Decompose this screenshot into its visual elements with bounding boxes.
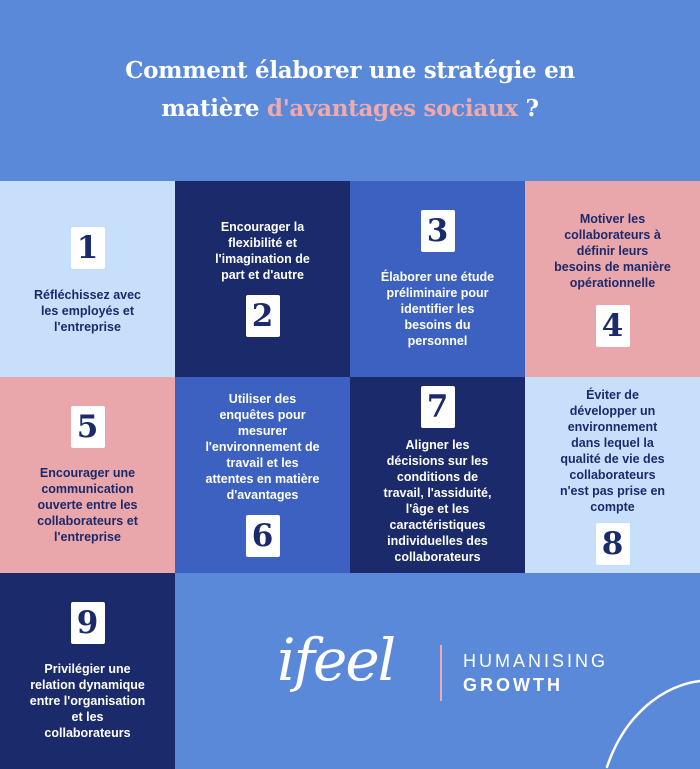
text-line: les employés et	[40, 304, 135, 318]
text-line: besoins du	[404, 318, 471, 332]
title-line-2-end: ?	[517, 95, 539, 122]
text-line: travail, l'assiduité,	[383, 486, 492, 500]
text-line: collaborateurs et	[37, 514, 138, 528]
steps-grid	[0, 181, 700, 769]
step-card-2	[175, 181, 350, 377]
step-card-4	[525, 181, 700, 377]
step-card-6	[175, 377, 350, 573]
text-line: caractéristiques	[389, 518, 486, 532]
text-line: définir leurs	[576, 244, 649, 258]
logo-divider	[440, 645, 442, 701]
step-number-1: 1	[71, 227, 105, 269]
text-line: travail et les	[226, 456, 299, 470]
brand-panel	[175, 573, 700, 769]
text-line: collaborateurs	[569, 468, 656, 482]
step-text-1	[10, 287, 165, 335]
text-line: Privilégier une	[44, 662, 131, 676]
text-line: l'entreprise	[54, 320, 121, 334]
step-card-9	[0, 573, 175, 769]
text-line: entre l'organisation	[29, 694, 146, 708]
step-number-9: 9	[71, 602, 105, 644]
step-number-8: 8	[596, 523, 630, 565]
text-line: collaborateurs à	[564, 228, 661, 242]
text-line: préliminaire pour	[386, 286, 489, 300]
step-card-1	[0, 181, 175, 377]
text-line: conditions de	[396, 470, 479, 484]
text-line: relation dynamique	[30, 678, 145, 692]
text-line: attentes en matière	[205, 472, 320, 486]
step-text-3	[360, 269, 515, 349]
text-line: environnement	[567, 420, 658, 434]
text-line: d'avantages	[226, 488, 299, 502]
text-line: développer un	[569, 404, 656, 418]
text-line: Motiver les	[579, 212, 646, 226]
text-line: collaborateurs	[394, 550, 481, 564]
text-line: enquêtes pour	[219, 408, 306, 422]
title-line-2-start: matière	[161, 95, 267, 122]
text-line: flexibilité et	[228, 236, 297, 250]
text-line: part et d'autre	[221, 268, 304, 282]
text-line: Réfléchissez avec	[33, 288, 141, 302]
text-line: Encourager une	[39, 466, 136, 480]
step-text-7	[360, 437, 515, 565]
step-number-2: 2	[246, 295, 280, 337]
text-line: Utiliser des	[228, 392, 297, 406]
step-number-4: 4	[596, 305, 630, 347]
step-text-2	[185, 219, 340, 283]
step-card-3	[350, 181, 525, 377]
text-line: identifier les	[400, 302, 475, 316]
text-line: ouverte entre les	[37, 498, 138, 512]
step-text-5	[10, 465, 165, 545]
text-line: individuelles des	[387, 534, 488, 548]
text-line: besoins de manière	[554, 260, 671, 274]
text-line: mesurer	[237, 424, 288, 438]
text-line: Aligner les	[405, 438, 470, 452]
header	[0, 0, 700, 181]
text-line: l'environnement de	[205, 440, 320, 454]
text-line: communication	[41, 482, 134, 496]
tagline-humanising: HUMANISING	[463, 651, 609, 671]
text-line: collaborateurs	[44, 726, 131, 740]
text-line: Encourager la	[220, 220, 305, 234]
text-line: décisions sur les	[386, 454, 489, 468]
text-line: et les	[71, 710, 104, 724]
text-line: Éviter de	[586, 388, 639, 402]
step-number-5: 5	[71, 406, 105, 448]
text-line: l'imagination de	[215, 252, 310, 266]
title-line-1: Comment élaborer une stratégie en	[125, 57, 575, 84]
step-text-8	[535, 387, 690, 515]
decorative-swoosh	[605, 673, 700, 769]
text-line: l'entreprise	[54, 530, 121, 544]
step-card-8	[525, 377, 700, 573]
text-line: Élaborer une étude	[380, 270, 495, 284]
ifeel-logo: ifeel	[277, 626, 395, 694]
step-text-6	[185, 391, 340, 503]
step-number-7: 7	[421, 386, 455, 428]
step-card-7	[350, 377, 525, 573]
text-line: l'âge et les	[405, 502, 470, 516]
text-line: compte	[590, 500, 635, 514]
step-number-3: 3	[421, 210, 455, 252]
title-highlight: d'avantages sociaux	[266, 95, 518, 122]
tagline-growth: GROWTH	[463, 675, 563, 695]
text-line: qualité de vie des	[560, 452, 665, 466]
step-number-6: 6	[246, 515, 280, 557]
title-line-2	[0, 90, 700, 128]
page-title	[0, 52, 700, 128]
step-text-9	[10, 661, 165, 741]
text-line: dans lequel la	[571, 436, 654, 450]
text-line: n'est pas prise en	[559, 484, 666, 498]
text-line: opérationnelle	[569, 276, 656, 290]
step-card-5	[0, 377, 175, 573]
text-line: personnel	[407, 334, 468, 348]
step-text-4	[535, 211, 690, 291]
